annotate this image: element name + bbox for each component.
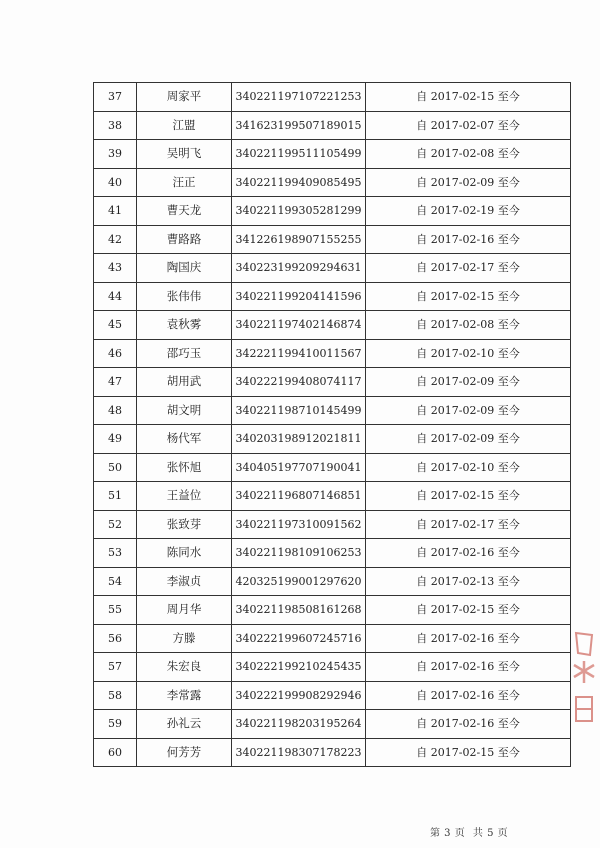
id-number: 340221198508161268 (232, 596, 366, 625)
person-name: 吴明飞 (137, 140, 232, 169)
start-date: 自 2017-02-16 至今 (366, 710, 571, 739)
start-date: 自 2017-02-16 至今 (366, 225, 571, 254)
person-name: 李淑贞 (137, 567, 232, 596)
start-date: 自 2017-02-15 至今 (366, 83, 571, 112)
table-row (94, 197, 571, 226)
id-number: 340221198710145499 (232, 396, 366, 425)
id-number: 340221198109106253 (232, 539, 366, 568)
person-name: 陶国庆 (137, 254, 232, 283)
table-row (94, 311, 571, 340)
person-name: 何芳芳 (137, 738, 232, 767)
row-number: 55 (94, 596, 137, 625)
id-number: 341226198907155255 (232, 225, 366, 254)
person-name: 胡用武 (137, 368, 232, 397)
table-row (94, 425, 571, 454)
table-row (94, 653, 571, 682)
id-number: 340221199204141596 (232, 282, 366, 311)
table-row (94, 339, 571, 368)
person-name: 杨代军 (137, 425, 232, 454)
row-number: 38 (94, 111, 137, 140)
table-row (94, 111, 571, 140)
person-name: 张伟伟 (137, 282, 232, 311)
row-number: 59 (94, 710, 137, 739)
table-row (94, 510, 571, 539)
page-current: 第 3 页 (430, 828, 466, 839)
table-row (94, 681, 571, 710)
table-row (94, 624, 571, 653)
table-row (94, 225, 571, 254)
id-number: 341623199507189015 (232, 111, 366, 140)
start-date: 自 2017-02-15 至今 (366, 282, 571, 311)
table-row (94, 282, 571, 311)
table-row (94, 140, 571, 169)
id-number: 340221199511105499 (232, 140, 366, 169)
row-number: 45 (94, 311, 137, 340)
roster-body (94, 83, 571, 767)
table-row (94, 368, 571, 397)
id-number: 340221197402146874 (232, 311, 366, 340)
row-number: 53 (94, 539, 137, 568)
person-name: 曹路路 (137, 225, 232, 254)
person-name: 周家平 (137, 83, 232, 112)
table-row (94, 738, 571, 767)
start-date: 自 2017-02-09 至今 (366, 396, 571, 425)
person-name: 邵巧玉 (137, 339, 232, 368)
table-row (94, 567, 571, 596)
person-name: 陈同水 (137, 539, 232, 568)
row-number: 50 (94, 453, 137, 482)
table-row (94, 539, 571, 568)
id-number: 340222199408074117 (232, 368, 366, 397)
id-number: 340221198307178223 (232, 738, 366, 767)
start-date: 自 2017-02-16 至今 (366, 681, 571, 710)
table-row (94, 482, 571, 511)
start-date: 自 2017-02-07 至今 (366, 111, 571, 140)
start-date: 自 2017-02-15 至今 (366, 482, 571, 511)
row-number: 57 (94, 653, 137, 682)
row-number: 40 (94, 168, 137, 197)
person-name: 曹天龙 (137, 197, 232, 226)
table-row (94, 596, 571, 625)
person-name: 孙礼云 (137, 710, 232, 739)
start-date: 自 2017-02-13 至今 (366, 567, 571, 596)
row-number: 56 (94, 624, 137, 653)
row-number: 41 (94, 197, 137, 226)
table-row (94, 168, 571, 197)
person-name: 张怀旭 (137, 453, 232, 482)
row-number: 39 (94, 140, 137, 169)
person-name: 汪正 (137, 168, 232, 197)
id-number: 340203198912021811 (232, 425, 366, 454)
row-number: 44 (94, 282, 137, 311)
id-number: 340221199409085495 (232, 168, 366, 197)
table-row (94, 710, 571, 739)
table-row (94, 396, 571, 425)
table-row (94, 453, 571, 482)
start-date: 自 2017-02-16 至今 (366, 539, 571, 568)
id-number: 340221199305281299 (232, 197, 366, 226)
id-number: 340405197707190041 (232, 453, 366, 482)
person-name: 江盟 (137, 111, 232, 140)
row-number: 42 (94, 225, 137, 254)
start-date: 自 2017-02-16 至今 (366, 653, 571, 682)
page-total: 共 5 页 (472, 828, 509, 839)
id-number: 342221199410011567 (232, 339, 366, 368)
id-number: 340221197310091562 (232, 510, 366, 539)
person-name: 胡文明 (137, 396, 232, 425)
start-date: 自 2017-02-09 至今 (366, 425, 571, 454)
start-date: 自 2017-02-17 至今 (366, 510, 571, 539)
person-name: 周月华 (137, 596, 232, 625)
start-date: 自 2017-02-17 至今 (366, 254, 571, 283)
start-date: 自 2017-02-08 至今 (366, 311, 571, 340)
id-number: 340222199607245716 (232, 624, 366, 653)
table-row (94, 83, 571, 112)
start-date: 自 2017-02-15 至今 (366, 596, 571, 625)
person-name: 袁秋雾 (137, 311, 232, 340)
start-date: 自 2017-02-16 至今 (366, 624, 571, 653)
start-date: 自 2017-02-08 至今 (366, 140, 571, 169)
start-date: 自 2017-02-09 至今 (366, 368, 571, 397)
row-number: 54 (94, 567, 137, 596)
page-footer (430, 824, 512, 839)
person-name: 李常露 (137, 681, 232, 710)
row-number: 48 (94, 396, 137, 425)
id-number: 340221198203195264 (232, 710, 366, 739)
person-name: 张致芽 (137, 510, 232, 539)
start-date: 自 2017-02-10 至今 (366, 339, 571, 368)
id-number: 340221197107221253 (232, 83, 366, 112)
row-number: 58 (94, 681, 137, 710)
start-date: 自 2017-02-19 至今 (366, 197, 571, 226)
row-number: 60 (94, 738, 137, 767)
seal-stamp-fragment (570, 625, 598, 735)
row-number: 52 (94, 510, 137, 539)
id-number: 340221196807146851 (232, 482, 366, 511)
row-number: 51 (94, 482, 137, 511)
id-number: 340222199908292946 (232, 681, 366, 710)
row-number: 47 (94, 368, 137, 397)
start-date: 自 2017-02-10 至今 (366, 453, 571, 482)
person-name: 方滕 (137, 624, 232, 653)
person-name: 王益位 (137, 482, 232, 511)
row-number: 49 (94, 425, 137, 454)
id-number: 340223199209294631 (232, 254, 366, 283)
roster-table (93, 82, 571, 767)
row-number: 37 (94, 83, 137, 112)
start-date: 自 2017-02-09 至今 (366, 168, 571, 197)
row-number: 43 (94, 254, 137, 283)
row-number: 46 (94, 339, 137, 368)
id-number: 420325199001297620 (232, 567, 366, 596)
table-row (94, 254, 571, 283)
start-date: 自 2017-02-15 至今 (366, 738, 571, 767)
person-name: 朱宏良 (137, 653, 232, 682)
id-number: 340222199210245435 (232, 653, 366, 682)
